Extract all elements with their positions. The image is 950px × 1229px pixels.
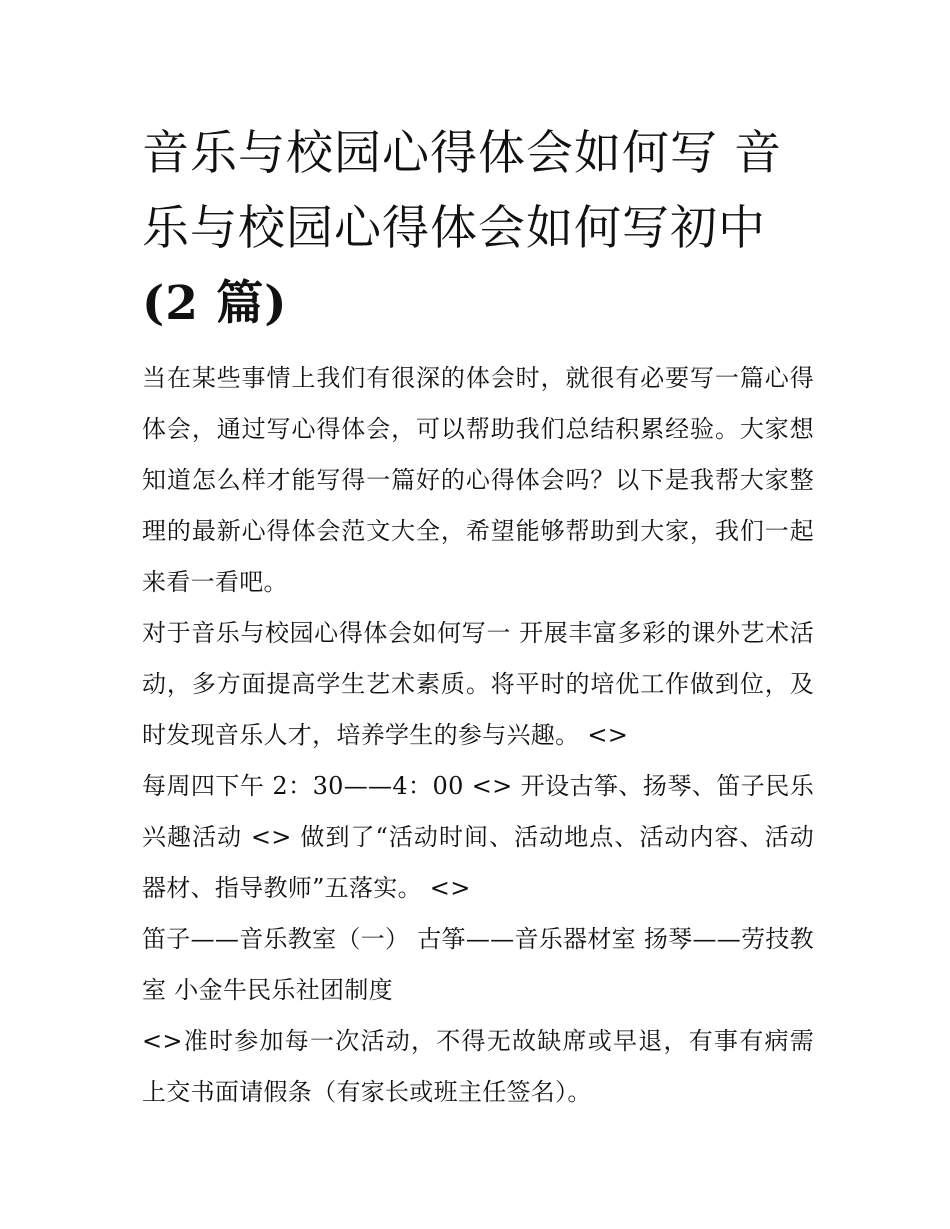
document-page <box>142 116 814 1118</box>
paragraph-schedule: 每周四下午 2：30——4：00 <> 开设古筝、扬琴、笛子民乐兴趣活动 <> 做到了“活动时间、活动地点、活动内容、活动器材、指导教师”五落实。 <> <box>142 772 814 902</box>
document-title <box>142 116 814 341</box>
title-text: 音乐与校园心得体会如何写 音乐与校园心得体会如何写初中 <box>142 126 782 256</box>
paragraph-activities: 对于音乐与校园心得体会如何写一 开展丰富多彩的课外艺术活动，多方面提高学生艺术素质。将平时的培优工作做到位，及时发现音乐人才，培养学生的参与兴趣。 <> <box>142 619 814 749</box>
paragraph-locations: 笛子——音乐教室（一） 古筝——音乐器材室 扬琴——劳技教室 小金牛民乐社团制度 <box>142 925 814 1004</box>
title-count: (2 篇) <box>142 276 288 331</box>
paragraph-rules: <>准时参加每一次活动，不得无故缺席或早退，有事有病需上交书面请假条（有家长或班主任签名）。 <box>142 1027 814 1106</box>
paragraph-intro: 当在某些事情上我们有很深的体会时，就很有必要写一篇心得体会，通过写心得体会，可以帮助我们总结积累经验。大家想知道怎么样才能写得一篇好的心得体会吗？以下是我帮大家整理的最新心得体会范文大全，希望能够帮助到大家，我们一起来看一看吧。 <box>142 364 814 596</box>
